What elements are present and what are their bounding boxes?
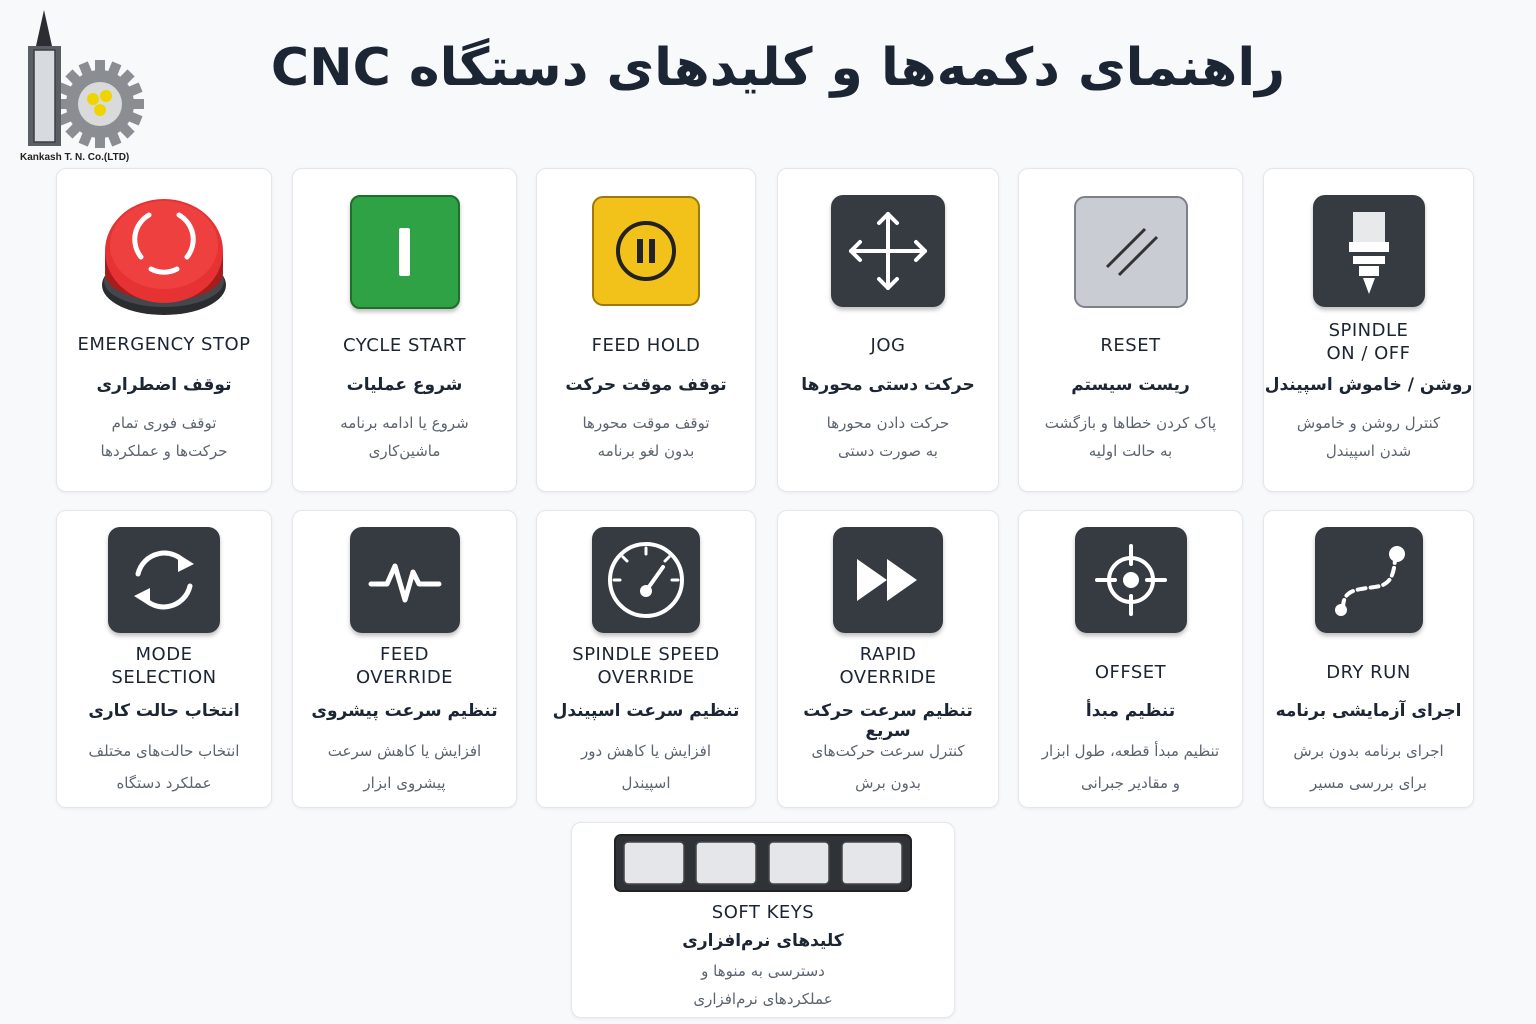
button-title-fa: توقف اضطراری <box>96 375 232 395</box>
button-card-offset <box>1018 510 1243 808</box>
button-description: توقف موقت محورها بدون لغو برنامه <box>582 414 710 460</box>
button-title-fa: انتخاب حالت کاری <box>88 701 240 721</box>
button-description: افزایش یا کاهش دور اسپیندل <box>580 742 712 792</box>
button-card-emergency-stop <box>56 168 272 492</box>
move-arrows-icon <box>831 195 945 307</box>
emergency-stop-icon <box>99 193 229 321</box>
button-title-en: SPINDLE SPEED OVERRIDE <box>572 644 720 688</box>
soft-keys-icon <box>614 834 912 892</box>
button-title-en: CYCLE START <box>343 335 466 356</box>
fast-forward-icon <box>833 527 943 633</box>
button-title-fa: روشن / خاموش اسپیندل <box>1264 375 1473 395</box>
logo-text: Kankash T. N. Co.(LTD) <box>20 152 130 163</box>
button-title-en: SPINDLE ON / OFF <box>1326 320 1411 364</box>
button-title-fa: اجرای آزمایشی برنامه <box>1275 701 1462 721</box>
cycle-start-icon <box>350 195 460 309</box>
button-title-fa: شروع عملیات <box>346 375 463 395</box>
crosshair-icon <box>1075 527 1187 633</box>
button-title-en: EMERGENCY STOP <box>77 334 251 355</box>
button-card-soft-keys <box>571 822 955 1018</box>
button-description: اجرای برنامه بدون برش برای بررسی مسیر <box>1293 742 1444 792</box>
page-title: راهنمای دکمه‌ها و کلیدهای دستگاه CNC <box>270 38 1286 98</box>
button-title-en: FEED OVERRIDE <box>355 644 454 688</box>
button-title-fa: تنظیم سرعت اسپیندل <box>552 701 740 721</box>
button-title-en: MODE SELECTION <box>111 644 217 688</box>
button-title-en: DRY RUN <box>1326 662 1411 683</box>
button-card-dry-run <box>1263 510 1474 808</box>
button-card-feed-hold <box>536 168 756 492</box>
button-title-fa: توقف موقت حرکت <box>565 375 727 395</box>
button-title-en: RAPID OVERRIDE <box>839 644 937 688</box>
dotted-path-icon <box>1315 527 1423 633</box>
button-description: کنترل سرعت حرکت‌های بدون برش <box>811 742 965 792</box>
button-card-cycle-start <box>292 168 517 492</box>
spindle-icon <box>1313 195 1425 307</box>
button-description: پاک کردن خطاها و بازگشت به حالت اولیه <box>1044 414 1217 460</box>
button-card-mode-selection <box>56 510 272 808</box>
button-title-fa: تنظیم سرعت حرکت سریع <box>803 701 973 741</box>
button-title-en: JOG <box>870 335 906 356</box>
button-description: کنترل روشن و خاموش شدن اسپیندل <box>1296 414 1441 460</box>
button-title-fa: ریست سیستم <box>1071 375 1190 395</box>
button-card-rapid-override <box>777 510 999 808</box>
button-description: شروع یا ادامه برنامه ماشین‌کاری <box>340 414 469 460</box>
button-card-jog <box>777 168 999 492</box>
button-description: توقف فوری تمام حرکت‌ها و عملکردها <box>100 414 228 460</box>
button-title-en: FEED HOLD <box>591 335 701 356</box>
button-title-fa: تنظیم سرعت پیشروی <box>311 701 498 721</box>
button-description: افزایش یا کاهش سرعت پیشروی ابزار <box>327 742 482 792</box>
pause-icon <box>591 195 701 307</box>
soft-keys-title-en: SOFT KEYS <box>711 902 815 923</box>
pulse-wave-icon <box>350 527 460 633</box>
speedometer-icon <box>592 527 700 633</box>
soft-keys-title-fa: کلیدهای نرم‌افزاری <box>682 931 844 951</box>
reset-icon <box>1073 195 1189 309</box>
button-card-spindle-on-off <box>1263 168 1474 492</box>
button-description: تنظیم مبدأ قطعه، طول ابزار و مقادیر جبرانی <box>1041 742 1220 792</box>
button-card-reset <box>1018 168 1243 492</box>
button-title-en: RESET <box>1100 335 1161 356</box>
soft-keys-description: دسترسی به منوها و عملکردهای نرم‌افزاری <box>693 962 833 1008</box>
cycle-arrows-icon <box>108 527 220 633</box>
button-title-fa: حرکت دستی محورها <box>801 375 975 395</box>
button-title-fa: تنظیم مبدأ <box>1085 701 1176 721</box>
button-title-en: OFFSET <box>1094 662 1167 683</box>
button-description: انتخاب حالت‌های مختلف عملکرد دستگاه <box>88 742 240 792</box>
button-card-spindle-speed-override <box>536 510 756 808</box>
button-description: حرکت دادن محورها به صورت دستی <box>826 414 950 460</box>
button-card-feed-override <box>292 510 517 808</box>
